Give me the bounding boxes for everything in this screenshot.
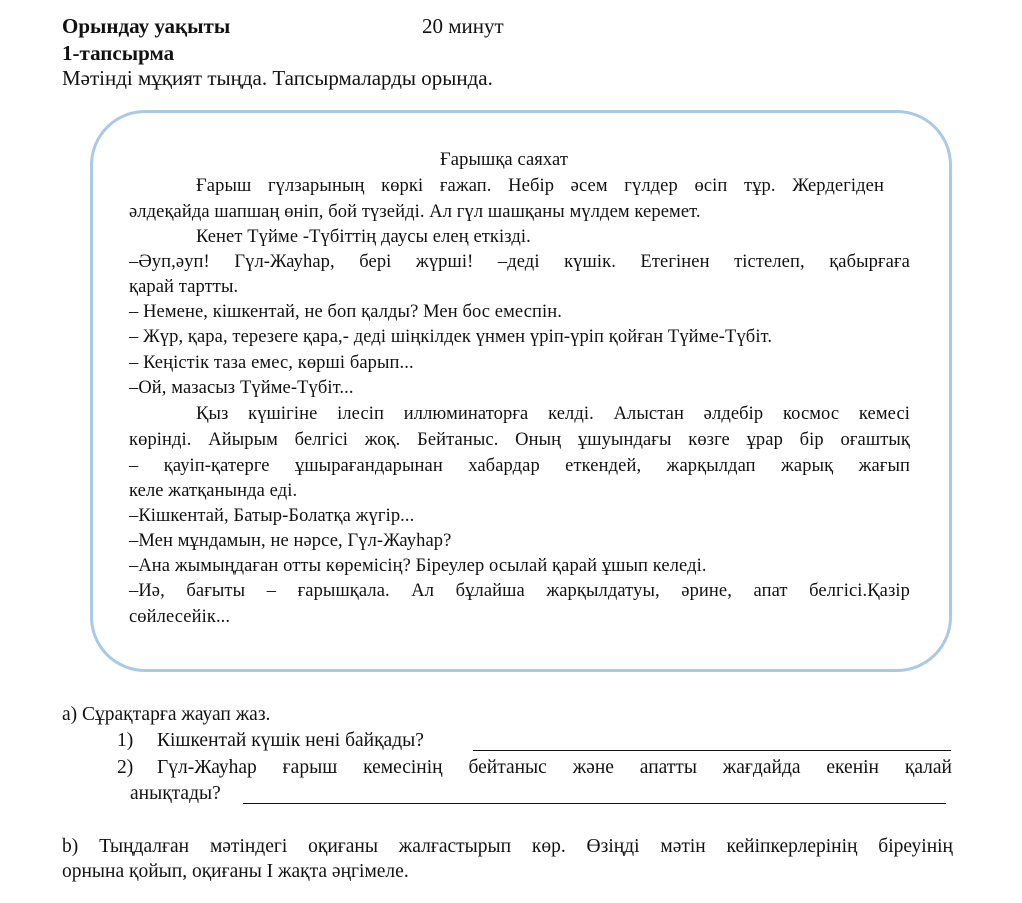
question-1-text: Кішкентай күшік нені байқады? <box>157 730 424 751</box>
question-2-text-line1: Гүл-Жауһар ғарыш кемесінің бейтаныс және апатты жағдайда екенін қалай <box>157 757 952 778</box>
question-1-number: 1) <box>117 730 134 751</box>
story-title: Ғарышқа саяхат <box>440 150 569 170</box>
task-b-line1: b) Тыңдалған мәтіндегі оқиғаны жалғастырып көр. Өзіңді мәтін кейіпкерлерінің біреуінің <box>62 836 953 857</box>
story-line: –Әуп,әуп! Гүл-Жауһар, бері жүрші! –деді күшік. Етегінен тістелеп, қабырғаға <box>129 252 910 272</box>
story-line: Ғарыш гүлзарының көркі ғажап. Небір әсем гүлдер өсіп тұр. Жердегіден <box>196 176 884 196</box>
story-line: – Жүр, қара, терезеге қара,- деді шіңкілдек үнмен үріп-үріп қойған Түйме-Түбіт. <box>129 327 773 347</box>
story-line: Қыз күшігіне ілесіп иллюминаторға келді. Алыстан әлдебір космос кемесі <box>196 404 910 424</box>
story-line: көрінді. Айырым белгісі жоқ. Бейтаныс. Оның ұшуындағы көзге ұрар бір оғаштық <box>129 430 910 450</box>
story-line: –Ана жымыңдаған отты көремісің? Біреулер осылай қарай ұшып келеді. <box>129 556 707 576</box>
story-line: –Кішкентай, Батыр-Болатқа жүгір... <box>129 506 415 526</box>
story-line: Кенет Түйме -Түбіттің даусы елең еткізді. <box>196 227 531 247</box>
task-title: 1-тапсырма <box>62 41 175 65</box>
story-line: – Кеңістік таза емес, көрші барып... <box>129 353 414 373</box>
task-a-heading: а) Сұрақтарға жауап жаз. <box>62 704 271 725</box>
story-line: –Иә, бағыты – ғарышқала. Ал бұлайша жарқылдатуы, әрине, апат белгісі.Қазір <box>129 581 910 601</box>
story-line: әлдеқайда шапшаң өніп, бой түзейді. Ал гүл шашқаны мүлдем керемет. <box>129 202 701 222</box>
story-line: қарай тартты. <box>129 277 239 297</box>
story-line: – Немене, кішкентай, не боп қалды? Мен бос емеспін. <box>129 302 562 322</box>
answer-line-2[interactable] <box>243 803 946 804</box>
task-b-line2: орнына қойып, оқиғаны І жақта әңгімеле. <box>62 861 409 882</box>
story-line: сөйлесейік... <box>129 607 231 627</box>
time-value: 20 минут <box>422 14 504 38</box>
story-line: –Ой, мазасыз Түйме-Түбіт... <box>129 378 354 398</box>
answer-line-1[interactable] <box>473 750 951 751</box>
question-2-number: 2) <box>117 757 134 778</box>
time-label: Орындау уақыты <box>62 14 231 38</box>
story-line: –Мен мұндамын, не нәрсе, Гүл-Жауһар? <box>129 531 452 551</box>
question-2-text-line2: анықтады? <box>130 783 221 804</box>
story-line: – қауіп-қатерге ұшырағандарынан хабардар еткендей, жарқылдап жарық жағып <box>129 456 910 476</box>
instruction: Мәтінді мұқият тыңда. Тапсырмаларды орында. <box>62 66 493 90</box>
story-line: келе жатқанында еді. <box>129 481 298 501</box>
